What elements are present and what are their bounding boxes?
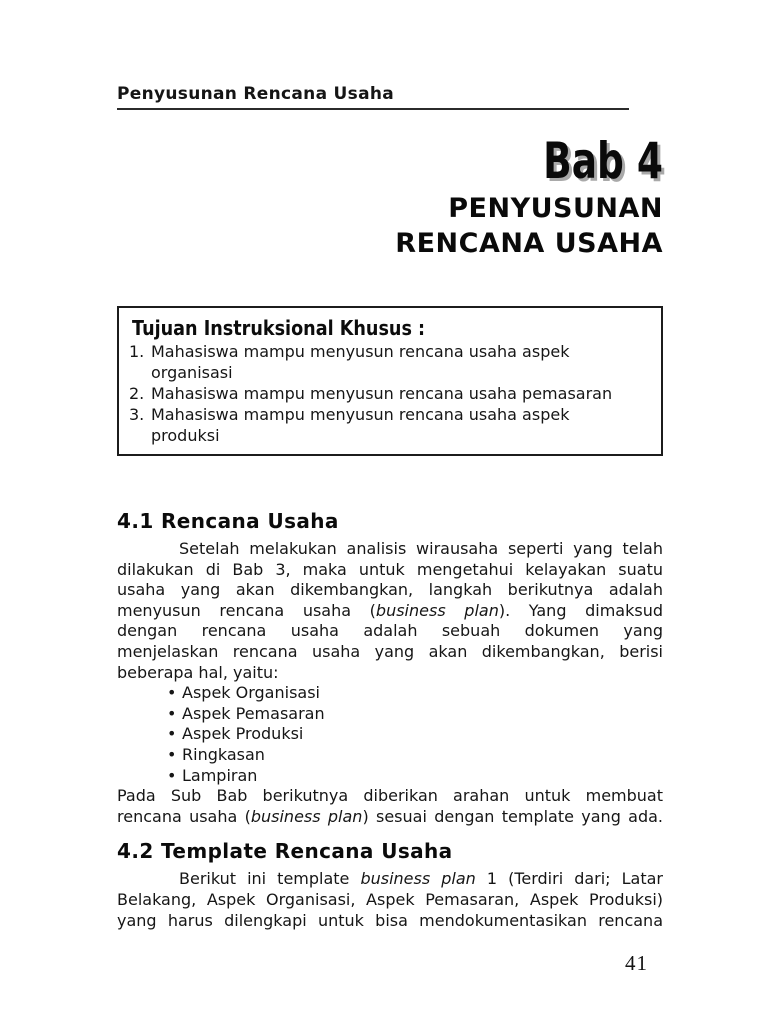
objectives-title: Tujuan Instruksional Khusus : <box>132 316 426 340</box>
section-41-closing-paragraph: Pada Sub Bab berikutnya diberikan arahan untuk membuat rencana usaha (business plan) sesuai dengan template yang ada. <box>117 786 663 826</box>
bullet-label: Aspek Pemasaran <box>182 703 325 723</box>
section-42-heading: 4.2 Template Rencana Usaha <box>117 839 453 864</box>
bullet-item-aspek-pemasaran <box>167 704 663 725</box>
objective-item-2 <box>129 383 651 404</box>
bullet-item-ringkasan <box>167 745 663 766</box>
bullet-marker: • <box>167 724 177 744</box>
bullet-marker: • <box>167 765 177 785</box>
bullet-item-aspek-produksi <box>167 724 663 745</box>
chapter-title-block <box>117 132 663 261</box>
bullet-marker: • <box>167 703 177 723</box>
objective-item-1 <box>129 341 651 383</box>
objective-text: Mahasiswa mampu menyusun rencana usaha pemasaran <box>151 384 613 403</box>
bullet-label: Aspek Organisasi <box>182 683 320 703</box>
chapter-number: Bab 4 <box>543 132 663 190</box>
bullet-item-lampiran <box>167 766 663 787</box>
objectives-box <box>117 306 663 456</box>
objective-number: 2. <box>129 384 145 403</box>
bullet-marker: • <box>167 683 177 703</box>
bullet-label: Ringkasan <box>182 744 265 764</box>
objective-number: 3. <box>129 405 145 424</box>
bullet-label: Aspek Produksi <box>182 724 304 744</box>
chapter-name-line2: RENCANA USAHA <box>395 228 663 259</box>
aspect-bullet-list <box>117 683 663 786</box>
section-41-intro-paragraph: Setelah melakukan analisis wirausaha seperti yang telah dilakukan di Bab 3, maka untuk mengetahui kelayakan suatu usaha yang akan dikembangkan, langkah berikutnya adalah menyusun rencana usaha (business plan). Yang dimaksud dengan rencana usaha adalah sebuah dokumen yang menjelaskan rencana usaha yang akan dikembangkan, berisi beberapa hal, yaitu: <box>117 539 663 682</box>
objective-text: Mahasiswa mampu menyusun rencana usaha aspek organisasi <box>151 342 570 382</box>
objective-text: Mahasiswa mampu menyusun rencana usaha aspek produksi <box>151 405 570 445</box>
running-header: Penyusunan Rencana Usaha <box>117 84 395 104</box>
bullet-label: Lampiran <box>182 765 258 785</box>
page-number: 41 <box>625 951 648 975</box>
section-41-heading: 4.1 Rencana Usaha <box>117 509 339 533</box>
bullet-item-aspek-organisasi <box>167 683 663 704</box>
header-rule <box>117 108 629 110</box>
chapter-name-line1: PENYUSUNAN <box>448 193 663 224</box>
bullet-marker: • <box>167 744 177 764</box>
section-42-paragraph: Berikut ini template business plan 1 (Terdiri dari; Latar Belakang, Aspek Organisasi, Aspek Pemasaran, Aspek Produksi) yang harus dilengkapi untuk bisa mendokumentasikan rencana <box>117 869 663 930</box>
objective-number: 1. <box>129 342 145 361</box>
objective-item-3 <box>129 404 651 446</box>
